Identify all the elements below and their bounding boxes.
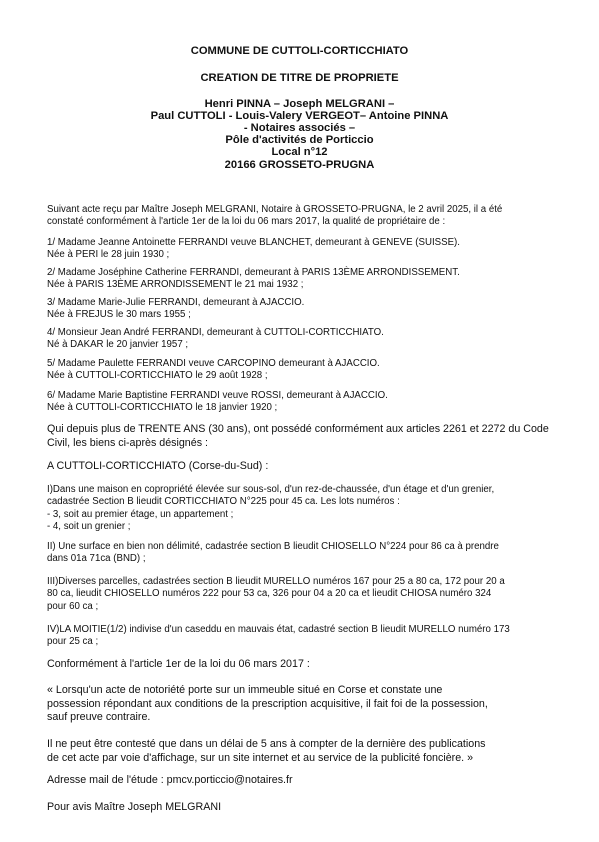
- notaries-line-4: Pôle d'activités de Porticcio: [225, 134, 374, 146]
- owner-5: 5/ Madame Paulette FERRANDI veuve CARCOPINO demeurant à AJACCIO. Née à CUTTOLI-CORTICCHIATO le 29 août 1928 ;: [47, 358, 380, 382]
- notaries-line-5: Local n°12: [271, 146, 328, 158]
- notaries-line-2: Paul CUTTOLI - Louis-Valery VERGEOT– Antoine PINNA: [150, 110, 449, 122]
- signature-line: Pour avis Maître Joseph MELGRANI: [47, 801, 222, 813]
- owner-4: 4/ Monsieur Jean André FERRANDI, demeurant à CUTTOLI-CORTICCHIATO. Né à DAKAR le 20 janvier 1957 ;: [47, 327, 384, 351]
- property-item-4: IV)LA MOITIE(1/2) indivise d'un caseddu en mauvais état, cadastré section B lieudit MURELLO numéro 173 pour 25 ca ;: [47, 624, 510, 648]
- property-item-3: III)Diverses parcelles, cadastrées section B lieudit MURELLO numéros 167 pour 25 a 80 ca, 172 pour 20 a 80 ca, lieudit CHIOSELLO numéros 222 pour 53 ca, 326 pour 04 a 20 ca et lieudit CHIOSA numéro 324 pour 60 ca ;: [47, 576, 505, 612]
- owner-1: 1/ Madame Jeanne Antoinette FERRANDI veuve BLANCHET, demeurant à GENEVE (SUISSE). Née à PERI le 28 juin 1930 ;: [47, 237, 460, 261]
- commune-title: COMMUNE DE CUTTOLI-CORTICCHIATO: [190, 45, 409, 57]
- quote-paragraph-1: « Lorsqu'un acte de notoriété porte sur un immeuble situé en Corse et constate une possession répondant aux conditions de la prescription acquisitive, il fait foi de la possession, sauf preuve contraire.: [47, 684, 488, 724]
- owner-3: 3/ Madame Marie-Julie FERRANDI, demeurant à AJACCIO. Née à FREJUS le 30 mars 1955 ;: [47, 297, 305, 321]
- property-item-1: I)Dans une maison en copropriété élevée sur sous-sol, d'un rez-de-chaussée, d'un étage et d'un grenier, cadastrée Section B lieudit CORTICCHIATO N°225 pour 45 ca. Les lots numéros : - 3, soit au premier étage, un appartement ; - 4, soit un grenier ;: [47, 484, 495, 533]
- property-item-2: II) Une surface en bien non délimité, cadastrée section B lieudit CHIOSELLO N°224 pour 86 ca à prendre dans 01a 71ca (BND) ;: [47, 541, 499, 565]
- notaries-line-6: 20166 GROSSETO-PRUGNA: [224, 159, 375, 171]
- intro-paragraph: Suivant acte reçu par Maître Joseph MELGRANI, Notaire à GROSSETO-PRUGNA, le 2 avril 2025, il a été constaté conformément à l'article 1er de la loi du 06 mars 2017, la qualité de propriétaire de :: [47, 204, 503, 228]
- location-heading: A CUTTOLI-CORTICCHIATO (Corse-du-Sud) :: [47, 460, 269, 472]
- possession-paragraph: Qui depuis plus de TRENTE ANS (30 ans), ont possédé conformément aux articles 2261 et 2272 du Code Civil, les biens ci-après désignés :: [47, 423, 549, 449]
- quote-paragraph-2: Il ne peut être contesté que dans un délai de 5 ans à compter de la dernière des publications de cet acte par voie d'affichage, sur un site internet et au service de la publicité foncière. »: [47, 738, 486, 764]
- contact-email-line: Adresse mail de l'étude : pmcv.porticcio@notaires.fr: [47, 774, 293, 786]
- notaries-line-1: Henri PINNA – Joseph MELGRANI –: [204, 98, 395, 110]
- conformity-line: Conformément à l'article 1er de la loi du 06 mars 2017 :: [47, 658, 310, 670]
- document-title: CREATION DE TITRE DE PROPRIETE: [200, 72, 399, 84]
- notaries-line-3: - Notaires associés –: [243, 122, 356, 134]
- owner-2: 2/ Madame Joséphine Catherine FERRANDI, demeurant à PARIS 13ÈME ARRONDISSEMENT. Née à PARIS 13ÈME ARRONDISSEMENT le 21 mai 1932 ;: [47, 267, 460, 291]
- owner-6: 6/ Madame Marie Baptistine FERRANDI veuve ROSSI, demeurant à AJACCIO. Née à CUTTOLI-CORTICCHIATO le 18 janvier 1920 ;: [47, 390, 388, 414]
